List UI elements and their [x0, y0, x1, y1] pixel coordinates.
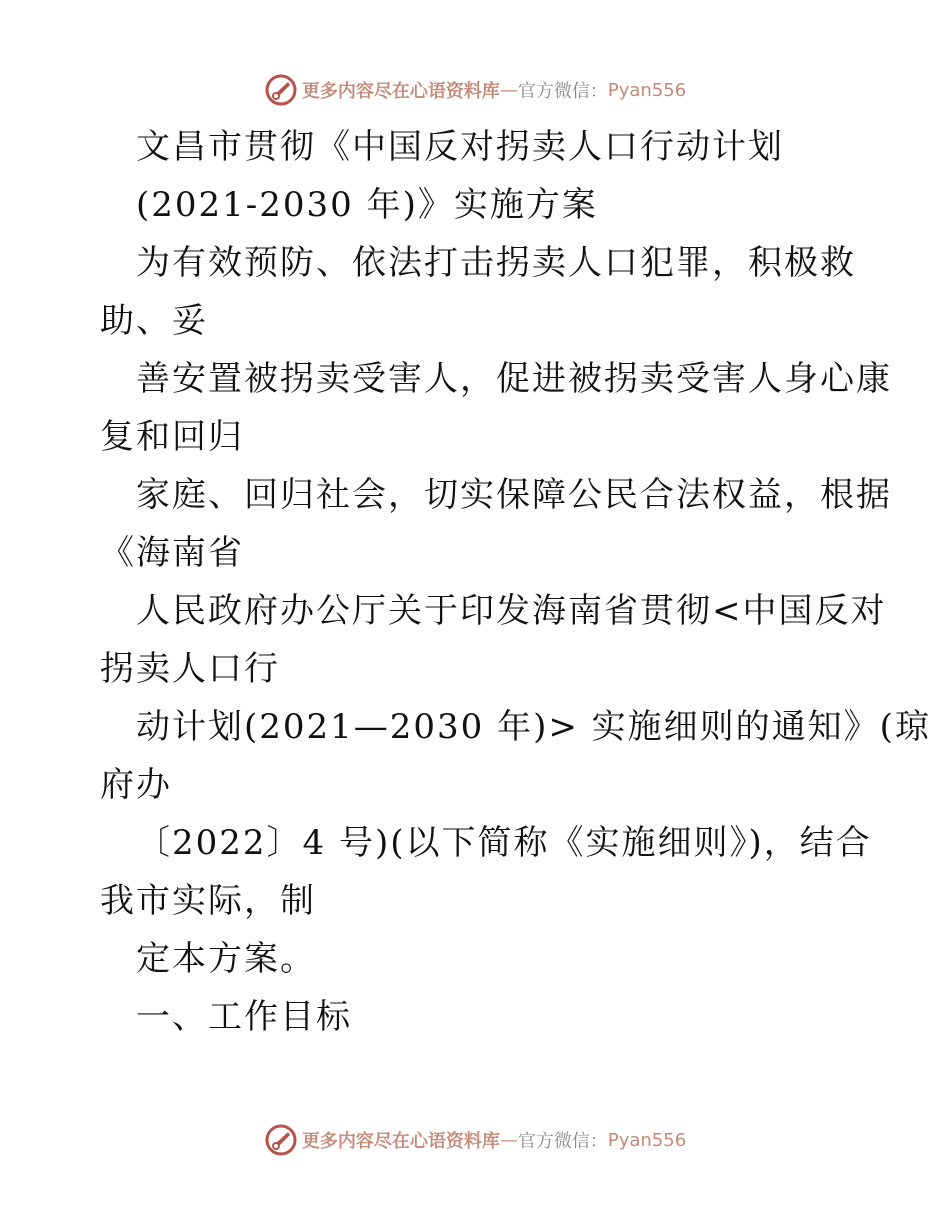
paragraph-line: 我市实际，制: [100, 881, 316, 921]
paragraph-line: 动计划(2021—2030 年)> 实施细则的通知》(琼: [136, 707, 931, 747]
paragraph-line: 善安置被拐卖受害人，促进被拐卖受害人身心康: [136, 359, 892, 399]
logo-icon: [264, 73, 298, 107]
watermark-tail: 官方微信：: [517, 1131, 608, 1152]
logo-icon: [264, 1123, 298, 1157]
paragraph-line: 家庭、回归社会，切实保障公民合法权益，根据: [136, 475, 892, 515]
doc-title-line-1: 文昌市贯彻《中国反对拐卖人口行动计划: [136, 127, 784, 167]
paragraph-line: 《海南省: [100, 533, 244, 573]
paragraph-line: 定本方案。: [136, 939, 316, 979]
paragraph-line: 人民政府办公厅关于印发海南省贯彻<中国反对: [136, 591, 887, 631]
watermark-text: 更多内容尽在心语资料库: [301, 81, 500, 102]
document-body: [100, 118, 931, 1046]
watermark-id: Pyan556: [607, 79, 687, 101]
watermark-dash: —: [499, 79, 518, 101]
paragraph-line: 为有效预防、依法打击拐卖人口犯罪，积极救: [136, 243, 856, 283]
paragraph-line: 〔2022〕4 号)(以下简称《实施细则》)，结合: [136, 823, 872, 863]
watermark-dash: —: [499, 1129, 518, 1151]
paragraph-line: 复和回归: [100, 417, 244, 457]
paragraph-line: 拐卖人口行: [100, 649, 280, 689]
paragraph-line: 府办: [100, 765, 172, 805]
watermark-header: [0, 70, 950, 110]
section-heading: 一、工作目标: [136, 997, 352, 1037]
watermark-text: 更多内容尽在心语资料库: [301, 1131, 500, 1152]
watermark-id: Pyan556: [607, 1129, 687, 1151]
watermark-footer: [0, 1120, 950, 1160]
paragraph-line: 助、妥: [100, 301, 208, 341]
doc-title-line-2: (2021-2030 年)》实施方案: [136, 185, 598, 225]
watermark-tail: 官方微信：: [517, 81, 608, 102]
